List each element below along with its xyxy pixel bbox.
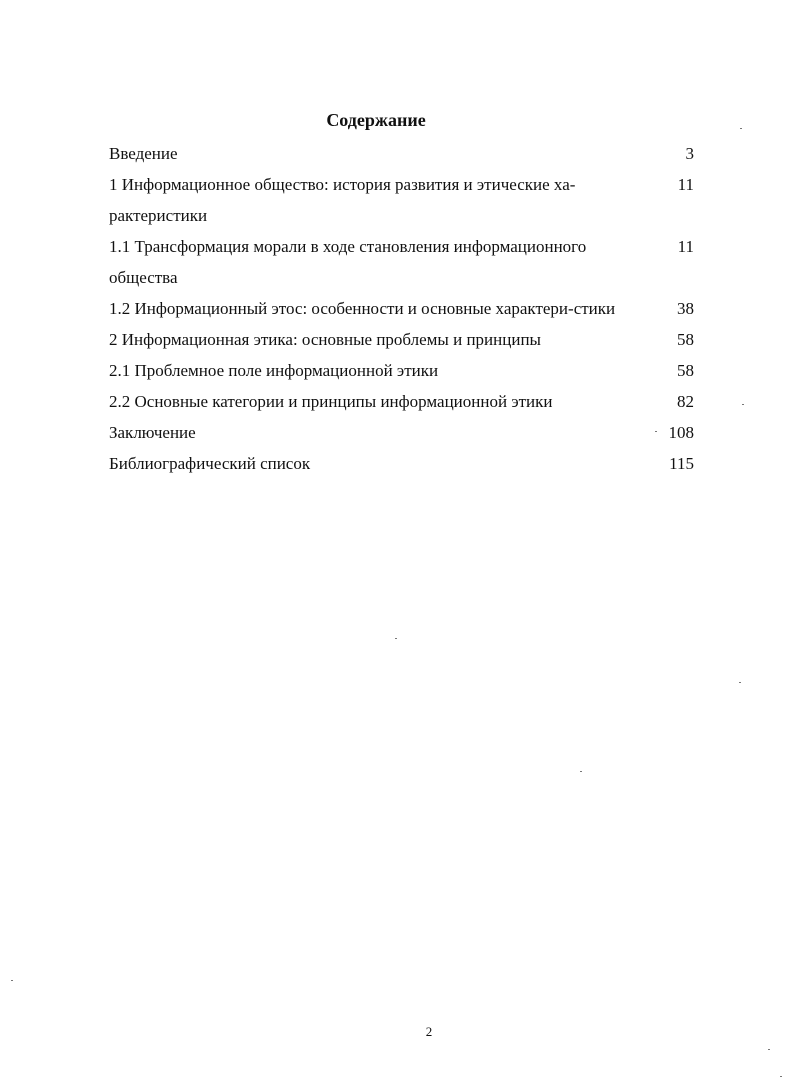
toc-entry-page: 11: [677, 237, 694, 256]
toc-entry-title: Библиографический список: [109, 454, 311, 473]
scan-speck: [768, 1049, 770, 1050]
toc-entry-title: 1 Информационное общество: история развития и этические ха-рактеристики: [109, 175, 576, 225]
toc-entry-title: 2.1 Проблемное поле информационной этики: [109, 361, 439, 380]
page-number: 2: [425, 1024, 433, 1039]
scan-speck: [655, 431, 657, 432]
toc-entry-page: 11: [677, 175, 694, 194]
toc-title: Содержание: [326, 110, 426, 130]
toc-entry-page: 38: [677, 299, 694, 318]
scan-speck: [11, 980, 13, 981]
table-of-contents: [109, 138, 699, 479]
toc-entry-page: 115: [669, 454, 694, 473]
scan-speck: [739, 682, 741, 683]
toc-entry-title: 1.2 Информационный этос: особенности и основные характери-стики: [109, 299, 616, 318]
toc-entry: [109, 293, 699, 324]
toc-entry-title: Заключение: [109, 423, 196, 442]
toc-entry: [109, 417, 699, 448]
toc-entry-title: 1.1 Трансформация морали в ходе становления информационного общества: [109, 237, 587, 287]
toc-entry: [109, 448, 699, 479]
toc-entry-page: 58: [677, 361, 694, 380]
toc-entry-title: 2.2 Основные категории и принципы информационной этики: [109, 392, 553, 411]
scan-speck: [780, 1076, 782, 1077]
toc-entry: [109, 386, 699, 417]
scan-speck: [742, 404, 744, 405]
scan-speck: [395, 638, 397, 639]
toc-entry: [109, 355, 699, 386]
toc-entry-page: 3: [685, 144, 694, 163]
toc-entry: [109, 169, 699, 231]
scan-speck: [580, 771, 582, 772]
toc-entry-title: 2 Информационная этика: основные проблемы и принципы: [109, 330, 541, 349]
toc-entry-title: Введение: [109, 144, 178, 163]
scan-speck: [740, 128, 742, 129]
toc-entry: [109, 231, 699, 293]
toc-entry-page: 82: [677, 392, 694, 411]
toc-entry-page: 108: [668, 423, 694, 442]
toc-entry: [109, 138, 699, 169]
toc-entry: [109, 324, 699, 355]
toc-entry-page: 58: [677, 330, 694, 349]
